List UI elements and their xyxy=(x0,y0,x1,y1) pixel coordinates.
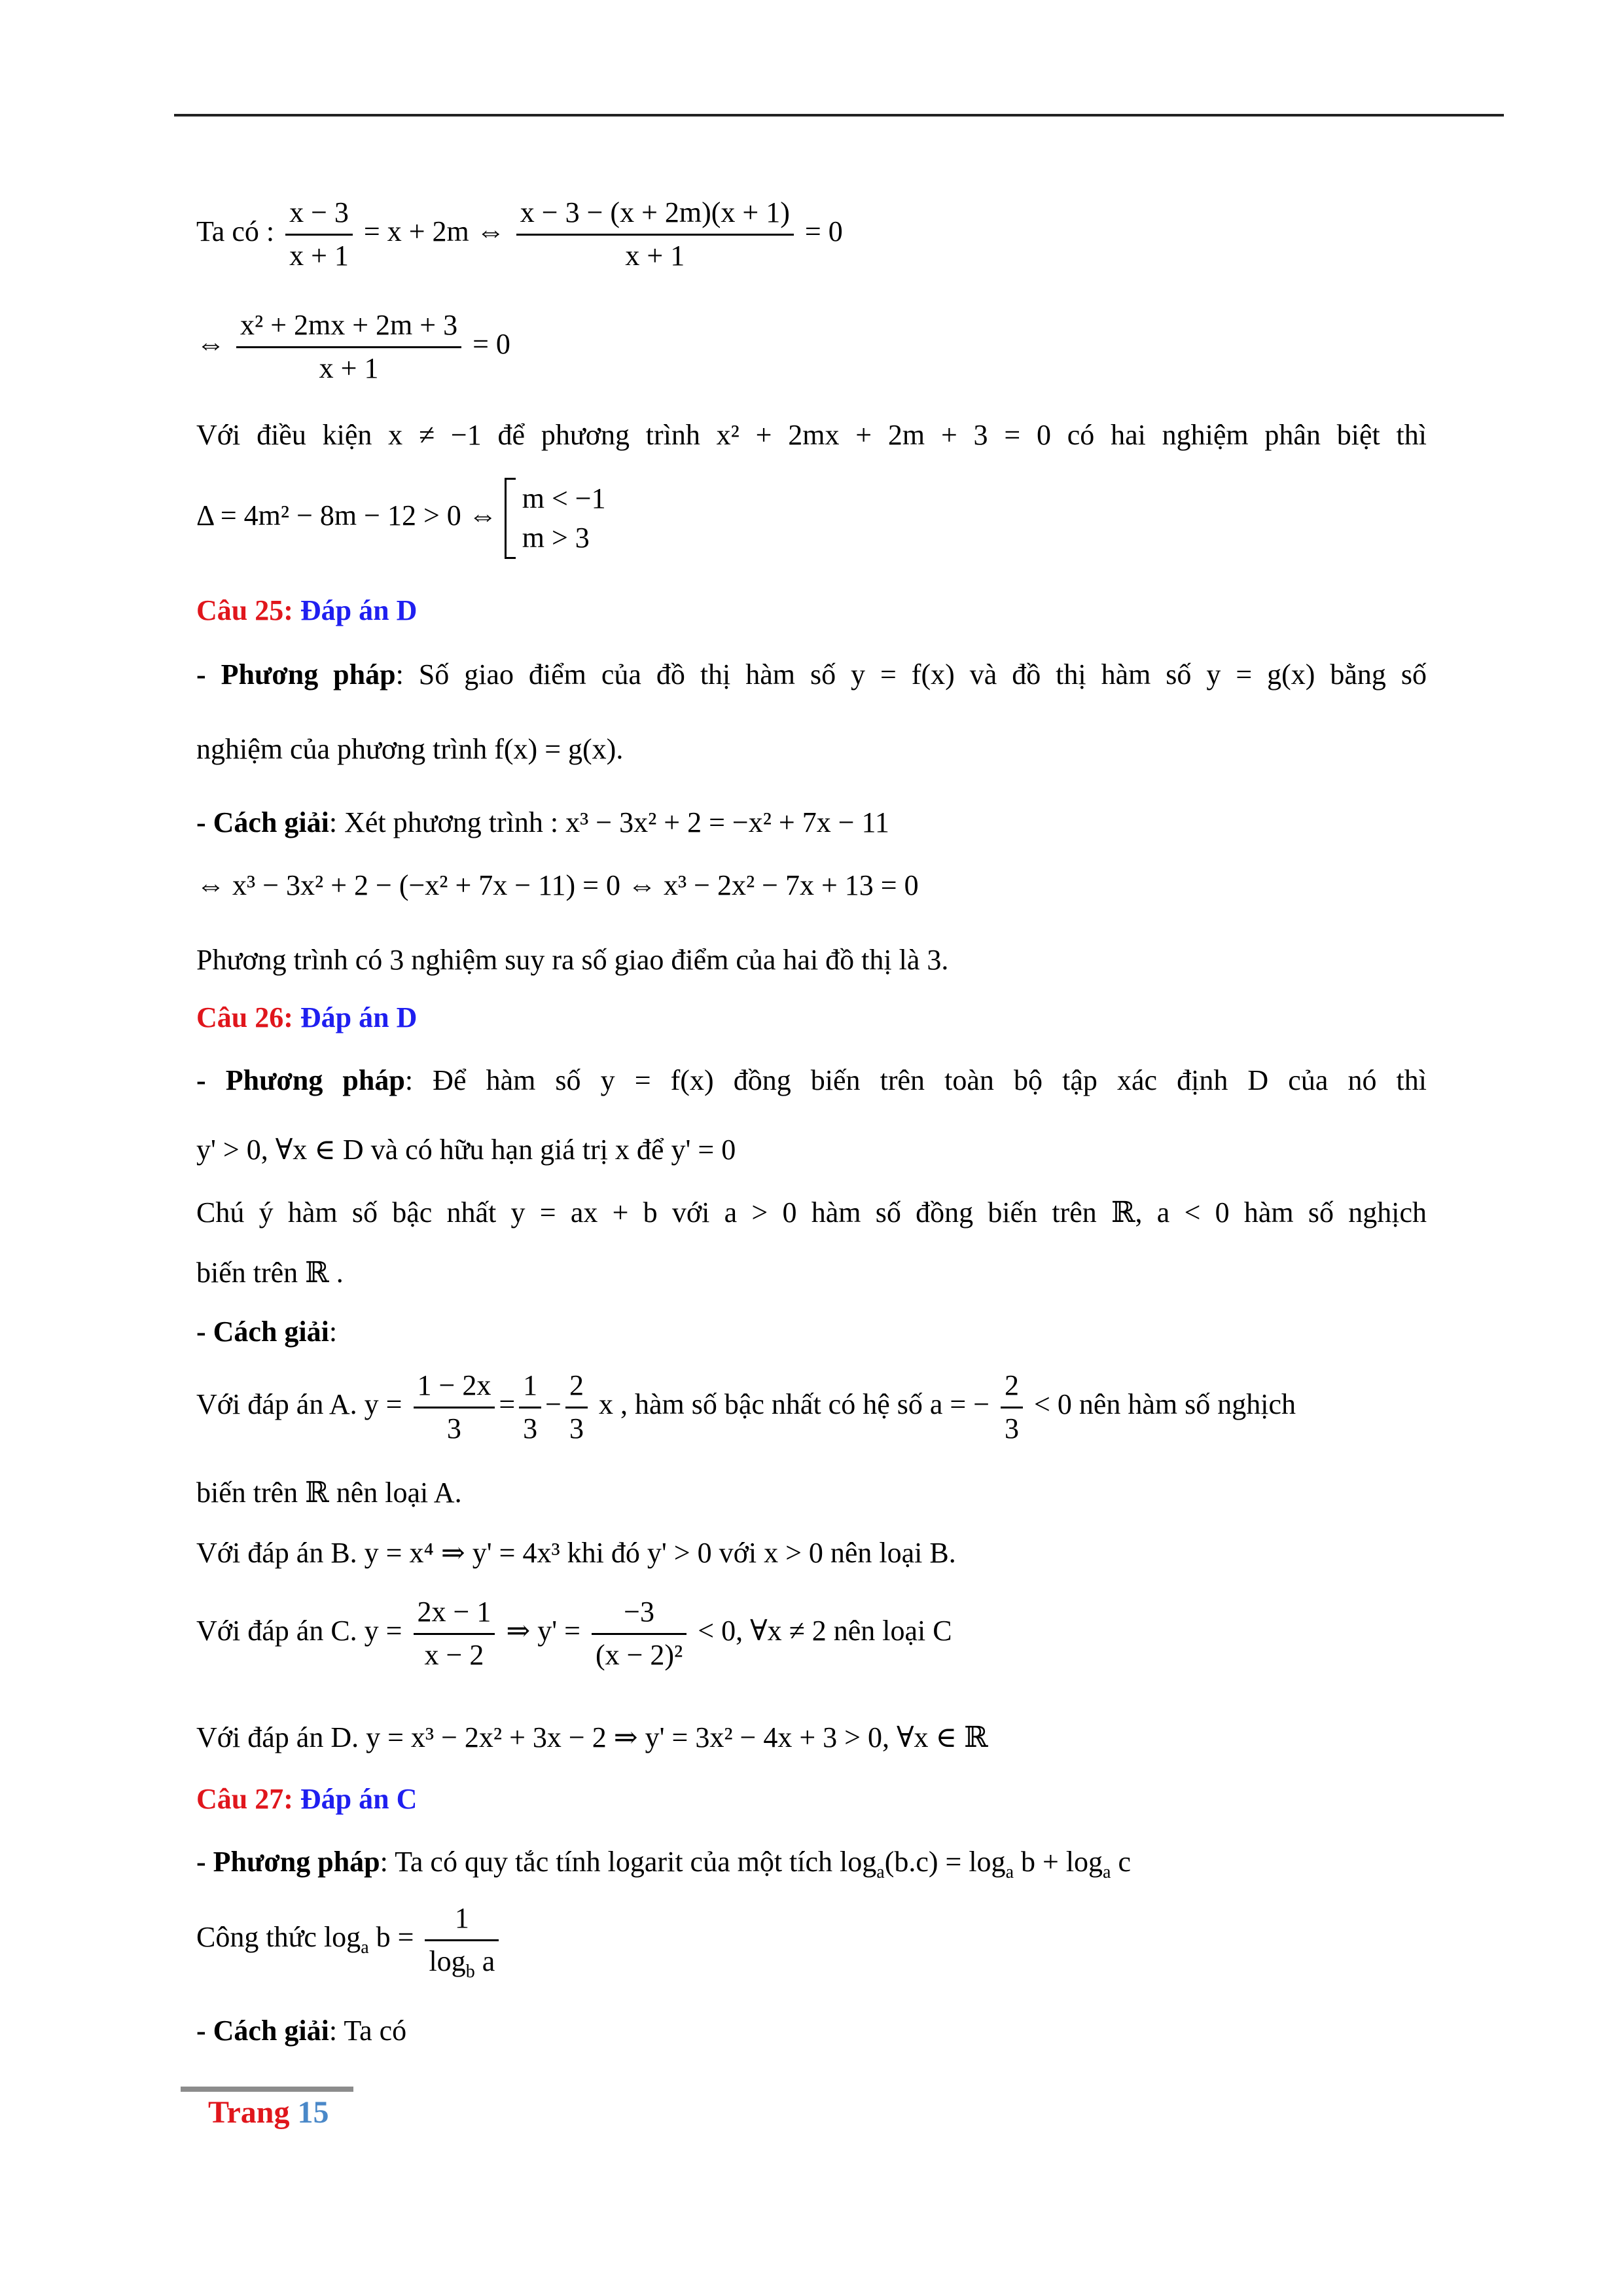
equation-text: = x + 2m ⇔ xyxy=(363,215,505,248)
equation-text: = 0 xyxy=(804,215,843,248)
q26-option-a-cont: biến trên ℝ nên loại A. xyxy=(196,1477,462,1509)
q26-method-cont: y' > 0, ∀x ∈ D và có hữu hạn giá trị x để y' = 0 xyxy=(196,1134,736,1166)
page-number: Trang 15 xyxy=(208,2095,329,2130)
q26-option-d: Với đáp án D. y = x³ − 2x² + 3x − 2 ⇒ y' = 3x² − 4x + 3 > 0, ∀x ∈ ℝ xyxy=(196,1721,988,1753)
cases: m < −1 m > 3 xyxy=(522,482,606,554)
q27-method: - Phương pháp: Ta có quy tắc tính logarit của một tích $\log_a(b.c) = \log_a b + \log_a c$ xyxy=(196,1846,1132,1882)
case-bracket xyxy=(505,478,516,559)
delta-text: Δ = 4m² − 8m − 12 > 0 ⇔ xyxy=(196,499,497,532)
q26-heading: Câu 26: Đáp án D xyxy=(196,1001,418,1033)
equation-text: = 0 xyxy=(473,328,510,361)
q26-option-c: Với đáp án C. y = $\frac{2x - 1}{x - 2}$ ⇒ y' = $\frac{-3}{\text{(x − 2)²}}$ < 0, ∀x ≠ 2 nên loại C xyxy=(196,1596,952,1671)
delta-line xyxy=(196,478,606,559)
fraction: $\frac{1 - 2x}{3}$ xyxy=(414,1369,495,1445)
q25-heading: Câu 25: Đáp án D xyxy=(196,594,418,626)
q25-solution: - Cách giải: Xét phương trình : x³ − 3x² + 2 = −x² + 7x − 11 xyxy=(196,806,889,838)
equiv-symbol: ⇔ xyxy=(196,328,225,361)
q26-solution-label: - Cách giải: xyxy=(196,1316,338,1348)
fraction: $\frac{1}{\log_b a}$ xyxy=(425,1902,499,1978)
intro-equation-2 xyxy=(196,309,510,385)
q26-note: Chú ý hàm số bậc nhất y = ax + b với a > 0 hàm số đồng biến trên ℝ, a < 0 hàm số nghịch xyxy=(196,1196,1427,1229)
fraction: $\frac{1}{3}$ xyxy=(519,1369,541,1445)
fraction: $\frac{x - 3 - (x + 2m)(x + 1)}{x + 1}$ xyxy=(516,196,794,272)
q25-conclusion: Phương trình có 3 nghiệm suy ra số giao điểm của hai đồ thị là 3. xyxy=(196,944,949,976)
condition-text: Với điều kiện x ≠ −1 để phương trình x² + 2mx + 2m + 3 = 0 có hai nghiệm phân biệt thì xyxy=(196,419,1427,451)
q27-heading: Câu 27: Đáp án C xyxy=(196,1783,418,1815)
fraction: $\frac{2}{3}$ xyxy=(1001,1369,1023,1445)
header-rule xyxy=(174,114,1504,117)
q26-option-b: Với đáp án B. y = x⁴ ⇒ y' = 4x³ khi đó y' > 0 với x > 0 nên loại B. xyxy=(196,1537,956,1569)
fraction: $\frac{x - 3}{x + 1}$ xyxy=(285,196,353,272)
fraction: $\frac{2x - 1}{x - 2}$ xyxy=(414,1596,495,1672)
intro-equation-1 xyxy=(196,196,843,272)
fraction: $\frac{\text{x² + 2mx + 2m + 3}}{x + 1}$ xyxy=(236,309,461,385)
q27-formula: Công thức $\log_a b$ = $\frac{1}{\log_b a}$ xyxy=(196,1902,503,1978)
fraction: $\frac{2}{3}$ xyxy=(565,1369,588,1445)
q27-solution: - Cách giải: Ta có xyxy=(196,2015,407,2047)
q25-method: - Phương pháp: Số giao điểm của đồ thị hàm số y = f(x) và đồ thị hàm số y = g(x) bằng số xyxy=(196,658,1427,691)
footer-rule xyxy=(181,2087,353,2092)
fraction: $\frac{-3}{\text{(x − 2)²}}$ xyxy=(592,1596,687,1672)
q25-step: ⇔ x³ − 3x² + 2 − (−x² + 7x − 11) = 0 ⇔ x³ − 2x² − 7x + 13 = 0 xyxy=(196,869,919,901)
q26-note-cont: biến trên ℝ . xyxy=(196,1257,344,1289)
q26-method: - Phương pháp: Để hàm số y = f(x) đồng biến trên toàn bộ tập xác định D của nó thì xyxy=(196,1064,1427,1096)
ta-co-label: Ta có : xyxy=(196,215,275,248)
q26-option-a: Với đáp án A. y = $\frac{1 - 2x}{3}$ = $\frac{1}{3}$ − $\frac{2}{3}$ x , hàm số bậc nhất có hệ số a = − $\frac{2}{3}$ < 0 nên hàm số nghịch xyxy=(196,1369,1296,1444)
q25-method-cont: nghiệm của phương trình f(x) = g(x). xyxy=(196,733,624,765)
